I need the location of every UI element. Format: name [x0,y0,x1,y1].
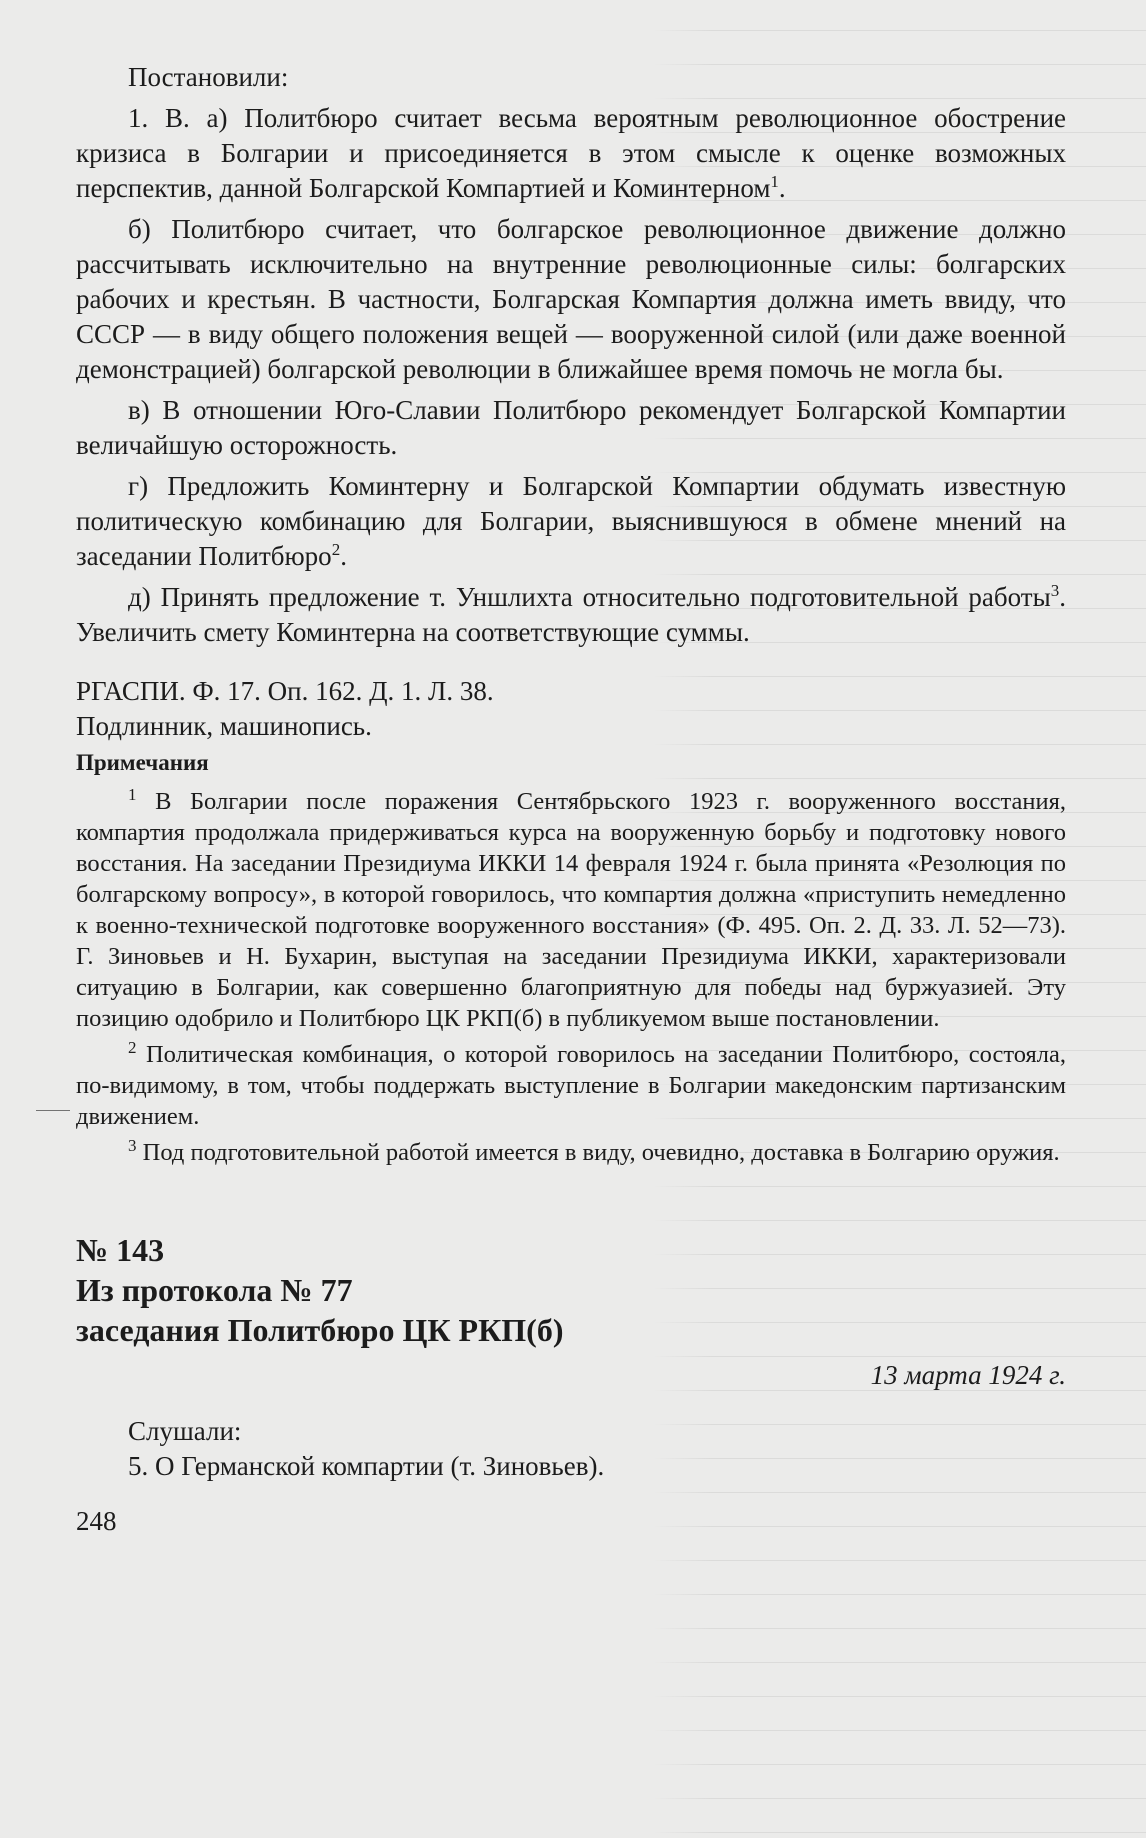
note-item: $^2$ Политическая комбинация, о которой говорилось на заседании Политбюро, состояла, по-видимому, в том, чтобы поддержать выступление в Болгарии македонским партизанским движением. [76,1037,1066,1130]
paragraph-1g: г) Предложить Коминтерну и Болгарской Компартии обдумать известную политическую комбинацию для Болгарии, выяснившуюся в обмене мнений на заседании Политбюро$^2$. [76,471,1066,571]
page-number: 248 [76,1506,117,1536]
paragraph-1d: д) Принять предложение т. Уншлихта относительно подготовительной работы$^3$. Увеличить смету Коминтерна на соответствующие суммы. [76,581,1066,647]
paragraph-1b: б) Политбюро считает, что болгарское революционное движение должно рассчитывать исключительно на внутренние революционные силы: болгарских рабочих и крестьян. В частности, Болгарская Компартия должна иметь ввиду, что СССР — в виду общего положения вещей — вооруженной силой (или даже военной демонстрацией) болгарской революции в ближайшее время помочь не могла бы. [76,214,1066,384]
notes-heading: Примечания [76,750,209,775]
agenda-item-5: 5. О Германской компартии (т. Зиновьев). [128,1451,605,1481]
archive-reference: РГАСПИ. Ф. 17. Оп. 162. Д. 1. Л. 38. [76,676,494,706]
note-item: $^1$ В Болгарии после поражения Сентябрьского 1923 г. вооруженного восстания, компартия продолжала придерживаться курса на вооруженную борьбу и подготовку нового восстания. На заседании Президиума ИККИ 14 февраля 1924 г. была принята «Резолюция по болгарскому вопросу», в которой говорилось, что компартия должна «приступить немедленно к военно-технической подготовке вооруженного восстания» (Ф. 495. Оп. 2. Д. 33. Л. 52—73). Г. Зиновьев и Н. Бухарин, выступая на заседании Президиума ИККИ, характеризовали ситуацию в Болгарии, как совершенно благоприятную для победы над буржуазией. Эту позицию одобрило и Политбюро ЦК РКП(б) в публикуемом выше постановлении. [76,784,1066,1032]
archival-source [76,674,1066,744]
heard-heading: Слушали: [128,1416,242,1446]
text-column [76,60,1066,1538]
footnote-ref-2: 2 [331,540,341,559]
paragraph-1v: в) В отношении Юго-Славии Политбюро рекомендует Болгарской Компартии величайшую осторожность. [76,395,1066,460]
document-title-line-1: Из протокола № 77 [76,1272,353,1308]
margin-mark [36,1110,70,1111]
document-number: № 143 [76,1232,165,1268]
notes-list [76,786,1066,1168]
paragraph-1a: 1. В. а) Политбюро считает весьма вероятным революционное обострение кризиса в Болгарии и присоединяется в этом смысле к оценке возможных перспектив, данной Болгарской Компартией и Коминтерном$^1$. [76,103,1066,203]
note-item: $^3$ Под подготовительной работой имеется в виду, очевидно, доставка в Болгарию оружия. [128,1135,1060,1166]
original-type: Подлинник, машинопись. [76,711,372,741]
document-title-line-2: заседания Политбюро ЦК РКП(б) [76,1312,564,1348]
footnote-ref-1: 1 [770,172,779,191]
document-date: 13 марта 1924 г. [870,1360,1066,1390]
decided-heading: Постановили: [128,62,289,92]
footnote-ref-3: 3 [1050,581,1060,600]
